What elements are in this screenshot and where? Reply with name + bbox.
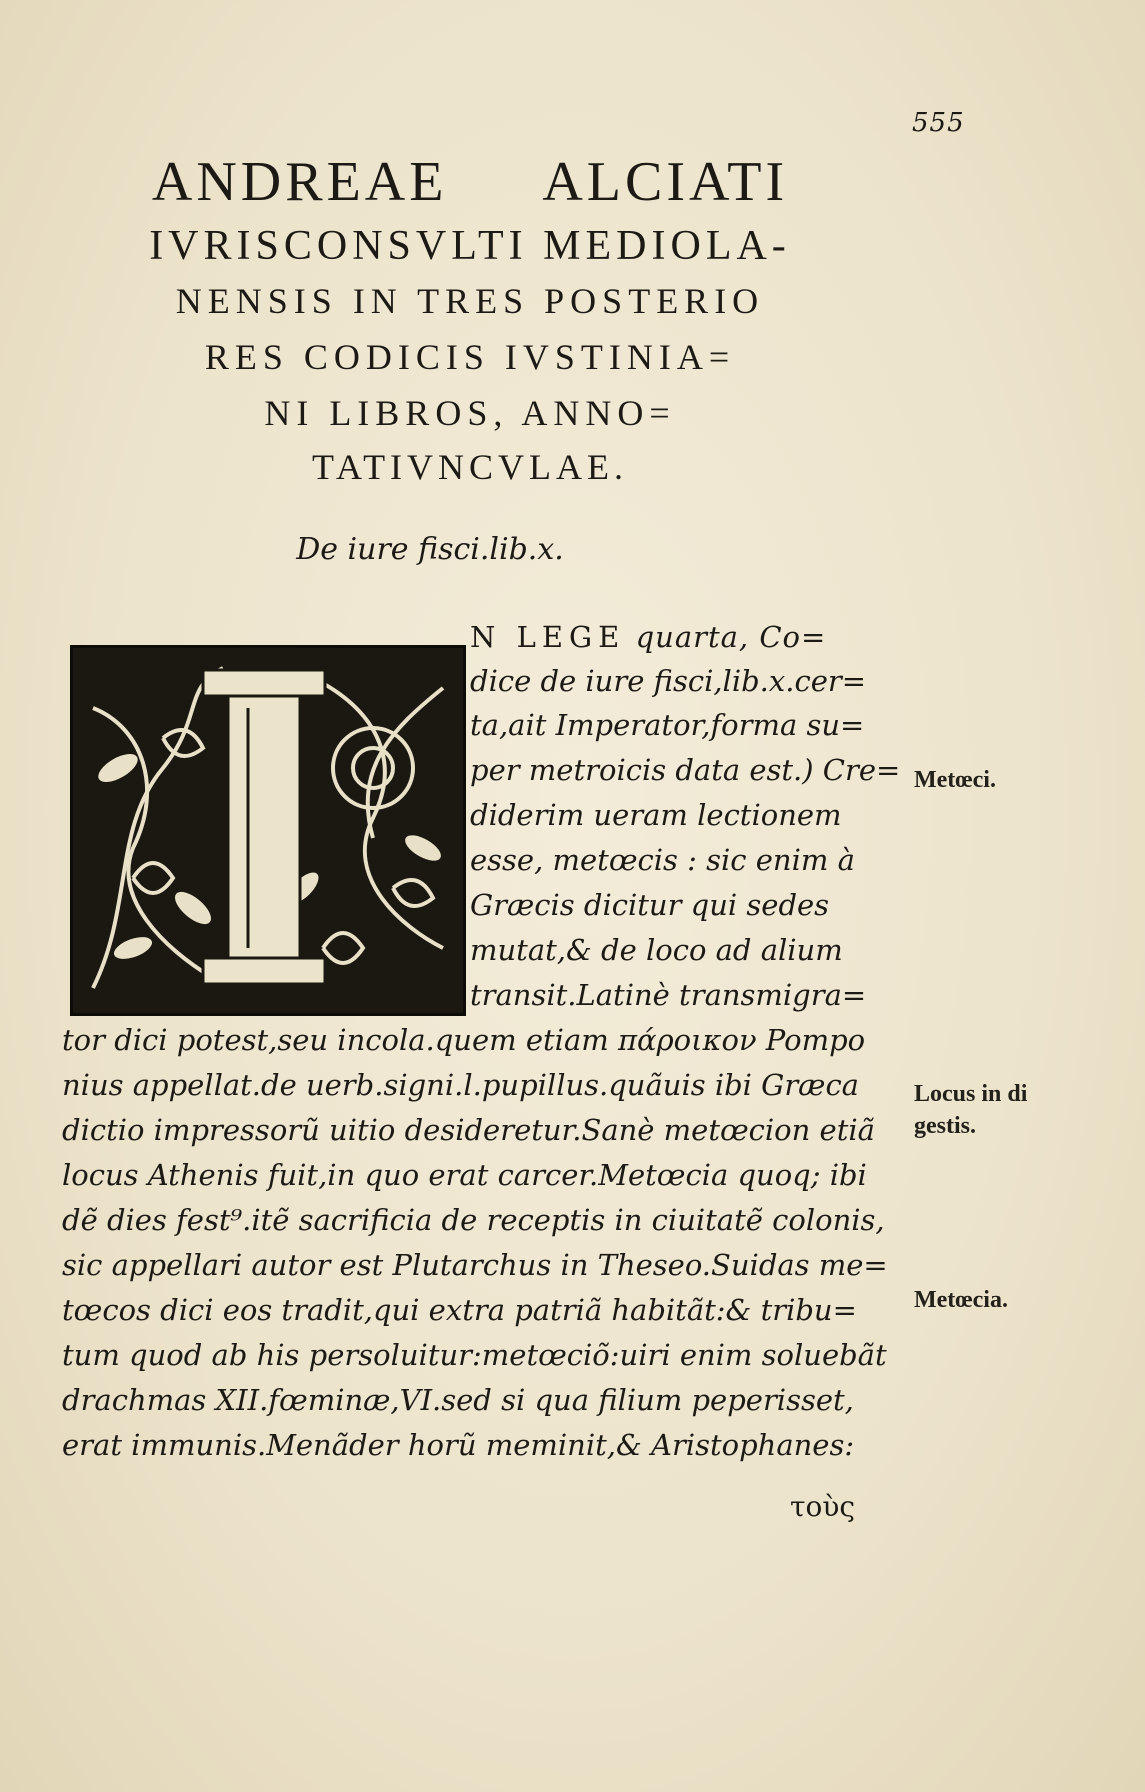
title-line-6: TATIVNCVLAE. — [311, 447, 629, 487]
body-line-14: dẽ dies fest⁹.itẽ sacrificia de receptis in ciuitatẽ colonis, — [62, 1203, 885, 1237]
title-line-5: NI LIBROS, ANNO= — [264, 393, 676, 433]
body-line-4: per metroicis data est.) Cre= — [470, 753, 901, 787]
body-line-1 — [470, 620, 870, 654]
body-line-5: diderim ueram lectionem — [470, 798, 842, 832]
body-line-11: nius appellat.de uerb.signi.l.pupillus.quãuis ibi Græca — [62, 1068, 859, 1102]
body-line-19: erat immunis.Menãder horũ meminit,& Aristophanes: — [62, 1428, 855, 1462]
margin-note-metoecia: Metœcia. — [914, 1287, 1008, 1313]
opening-text: quarta, Co= — [635, 620, 827, 654]
body-line-16: tœcos dici eos tradit,qui extra patriã habitãt:& tribu= — [62, 1293, 857, 1327]
body-line-2: dice de iure fisci,lib.x.cer= — [470, 664, 867, 698]
margin-note-locus — [914, 1078, 1094, 1142]
body-line-9: transit.Latinè transmigra= — [470, 978, 867, 1012]
body-line-8: mutat,& de loco ad alium — [470, 933, 843, 967]
floral-woodcut-icon — [73, 648, 463, 1013]
title-line-3: NENSIS IN TRES POSTERIO — [175, 281, 765, 321]
page-number: 555 — [912, 108, 965, 138]
title-line-1: ANDREAE ALCIATI — [151, 151, 789, 213]
section-heading: De iure fisci.lib.x. — [296, 532, 564, 567]
body-line-17: tum quod ab his persoluitur:metœciõ:uiri enim soluebãt — [62, 1338, 887, 1372]
decorated-initial-i — [70, 645, 466, 1016]
body-line-18: drachmas XII.fœminæ,VI.sed si qua filium peperisset, — [62, 1383, 854, 1417]
body-line-10: tor dici potest,seu incola.quem etiam πάροικον Pompo — [62, 1023, 866, 1057]
margin-note-locus-line-2: gestis. — [914, 1113, 976, 1139]
catchword: τοὺς — [790, 1490, 856, 1523]
body-line-7: Græcis dicitur qui sedes — [470, 888, 830, 922]
body-line-6: esse, metœcis : sic enim à — [470, 843, 855, 877]
body-line-3: ta,ait Imperator,forma su= — [470, 708, 865, 742]
body-line-15: sic appellari autor est Plutarchus in Theseo.Suidas me= — [62, 1248, 888, 1282]
title-line-2: IVRISCONSVLTI MEDIOLA- — [149, 223, 791, 269]
title-line-4: RES CODICIS IVSTINIA= — [204, 337, 736, 377]
opening-capitals: N LEGE — [470, 620, 626, 654]
body-line-12: dictio impressorũ uitio desideretur.Sanè metœcion etiã — [62, 1113, 875, 1147]
margin-note-metoeci: Metœci. — [914, 767, 996, 793]
body-line-13: locus Athenis fuit,in quo erat carcer.Metœcia quoq; ibi — [62, 1158, 867, 1192]
margin-note-locus-line-1: Locus in di — [914, 1081, 1028, 1107]
